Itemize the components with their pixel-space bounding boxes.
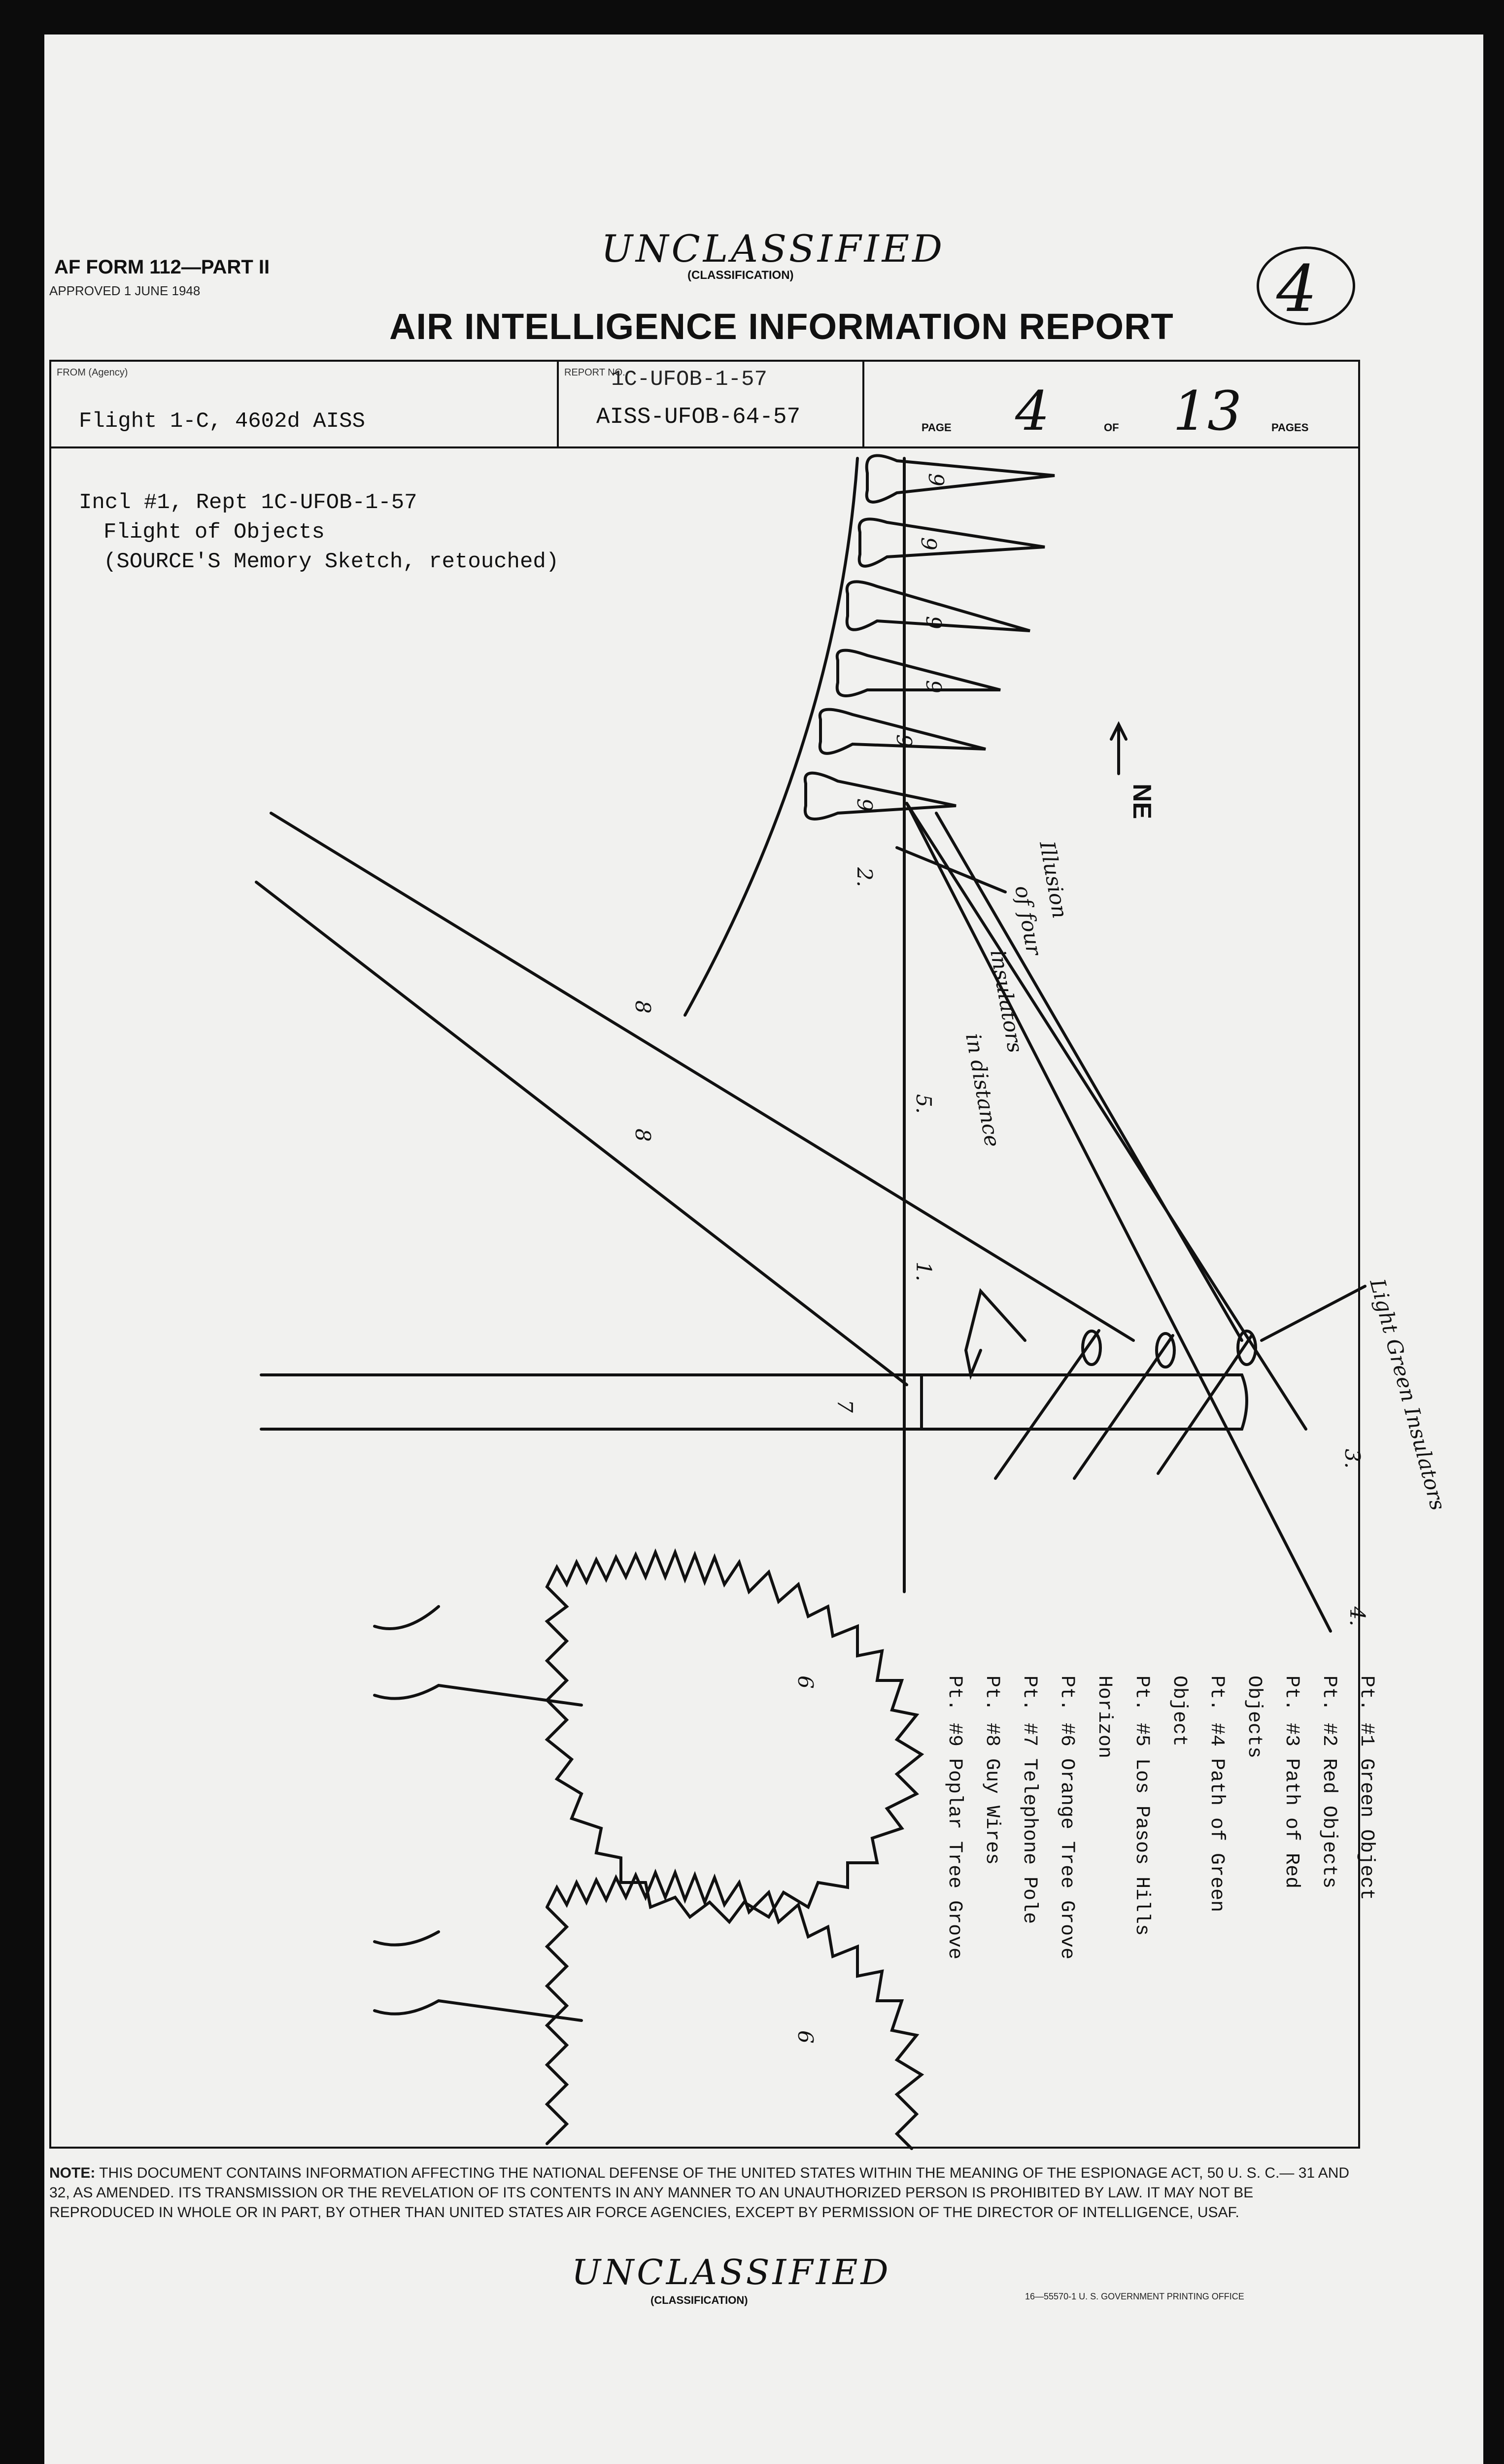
legend-item: Pt. #4 Path of Green Object [1168,1676,1228,1913]
label-5: 5. [912,1094,936,1114]
form-name: AF FORM 112—PART II [54,256,270,278]
label-7: 7 [833,1400,857,1413]
north-arrow [1111,724,1126,774]
label-8: 8 [631,1129,655,1142]
label-9: 9 [922,616,946,629]
orange-tree-grove [375,1552,922,2149]
insulators [995,1331,1256,1478]
caption-line-2: Flight of Objects [103,520,325,545]
classification-label-bottom: (CLASSIFICATION) [650,2294,748,2306]
caption-line-1: Incl #1, Rept 1C-UFOB-1-57 [79,490,417,515]
caption-line-3: (SOURCE'S Memory Sketch, retouched) [103,549,559,574]
page-number: 4 [1015,379,1050,443]
label-6: 6 [793,1676,818,1689]
object-paths [907,803,1331,1631]
illusion-pointer [897,848,1005,892]
insulator-pointer [1262,1286,1365,1340]
classification-label-top: (CLASSIFICATION) [687,269,794,282]
classification-stamp-top: UNCLASSIFIED [601,227,946,271]
circled-page-number: 4 [1276,251,1317,326]
of-label: OF [1104,421,1119,434]
label-3: 3. [1340,1449,1365,1469]
legend-item: Pt. #7 Telephone Pole [1018,1676,1040,1924]
illusion-note-4: in distance [961,1031,1005,1149]
label-2: 2. [853,867,877,888]
sketch-legend [943,1676,1385,1981]
legend-item: Pt. #6 Orange Tree Grove [1056,1676,1078,1960]
from-label: FROM (Agency) [57,367,128,378]
poplar-tree-grove [805,455,1055,819]
label-9: 9 [853,798,877,812]
legend-container [943,1676,1385,1981]
label-9: 9 [924,473,948,486]
horizon-curve [685,458,857,1015]
legend-item: Pt. #3 Path of Red Objects [1243,1676,1302,1889]
report-title: AIR INTELLIGENCE INFORMATION REPORT [389,306,1174,347]
legend-item: Pt. #8 Guy Wires [981,1676,1003,1865]
illusion-note-3: insulators [986,948,1028,1055]
north-label: NE [1128,784,1156,820]
approval-date: APPROVED 1 JUNE 1948 [49,283,201,298]
legend-item: Pt. #9 Poplar Tree Grove [943,1676,965,1960]
guy-wires [256,813,1133,1385]
espionage-notice [49,2163,1360,2223]
green-object [966,1291,1025,1375]
page-total: 13 [1173,379,1242,443]
label-9: 9 [922,680,946,693]
label-9: 9 [892,734,916,748]
report-number-label: REPORT NO. [564,367,625,378]
classification-stamp-bottom: UNCLASSIFIED [572,2252,891,2293]
page-label: PAGE [922,421,952,434]
label-6: 6 [793,2030,818,2044]
telephone-pole [261,1375,1247,1429]
pages-label: PAGES [1271,421,1309,434]
note-text: THIS DOCUMENT CONTAINS INFORMATION AFFECTING THE NATIONAL DEFENSE OF THE UNITED STATES WITHIN THE MEANING OF THE ESPIONAGE ACT, 50 U. S. C.— 31 AND 32, AS AMENDED. ITS TRANSMISSION OR THE REVELATION OF ITS CONTENTS IN ANY MANNER TO AN UNAUTHORIZED PERSON IS PROHIBITED BY LAW. IT MAY NOT BE REPRODUCED IN WHOLE OR IN PART, BY OTHER THAN UNITED STATES AIR FORCE AGENCIES, EXCEPT BY PERMISSION OF THE DIRECTOR OF INTELLIGENCE, USAF. [49,2165,1350,2221]
illusion-note-2: of four [1010,884,1047,957]
label-8: 8 [631,1000,655,1014]
from-agency: Flight 1-C, 4602d AISS [79,409,365,434]
label-9: 9 [917,537,941,550]
insulator-note: Light Green Insulators [1365,1276,1450,1513]
legend-item: Pt. #1 Green Object [1355,1676,1377,1901]
note-label: NOTE: [49,2165,96,2181]
legend-item: Pt. #5 Los Pasos Hills Horizon [1093,1676,1153,1936]
label-1: 1. [912,1262,936,1282]
report-number-2: AISS-UFOB-64-57 [596,404,801,430]
label-4: 4. [1345,1607,1369,1627]
report-number-1: 1C-UFOB-1-57 [611,367,767,392]
legend-item: Pt. #2 Red Objects [1318,1676,1340,1889]
illusion-note-1: Illusion [1035,839,1072,921]
printing-office-imprint: 16—55570-1 U. S. GOVERNMENT PRINTING OFFICE [1025,2292,1244,2301]
tree-canopy-1 [547,1552,922,1922]
